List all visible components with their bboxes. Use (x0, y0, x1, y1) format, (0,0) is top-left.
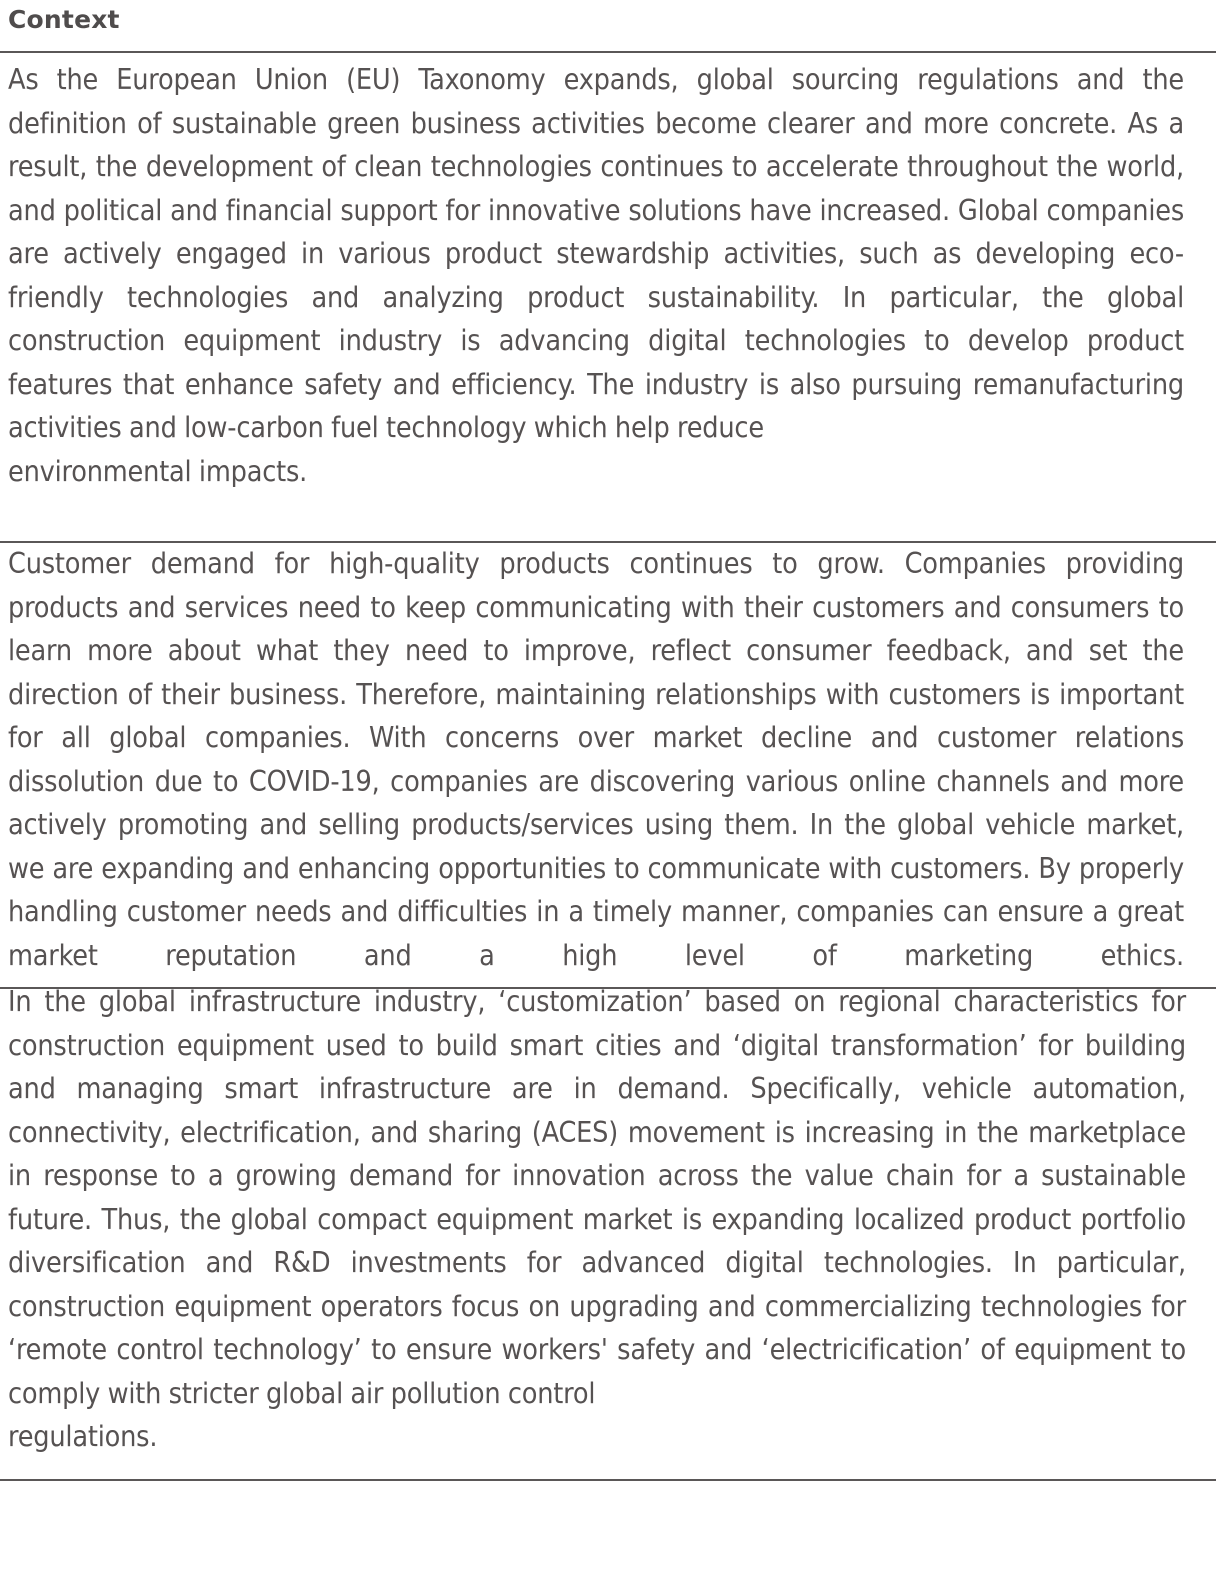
paragraph-body: Customer demand for high-quality products continues to grow. Companies providing products and services need to keep communicating with their customers and consumers to learn more about what they need to improve, reflect consumer feedback, and set the direction of their business. Therefore, maintaining relationships with customers is important for all global companies. With concerns over market decline and customer relations dissolution due to COVID-19, companies are discovering various online channels and more actively promoting and selling products/services using them. In the global vehicle market, we are expanding and enhancing opportunities to communicate with customers. By properly handling customer needs and difficulties in a timely manner, companies can ensure a great market reputation and a high level of marketing ethics. (8, 547, 1184, 972)
paragraph-last-line: environmental impacts. (8, 454, 308, 488)
paragraph-sustainability-regulation (8, 58, 1184, 537)
divider-above-section-1 (0, 51, 1216, 53)
paragraph-customer-relations (8, 542, 1184, 1021)
paragraph-last-line: regulations. (8, 1420, 158, 1453)
page-title: Context (8, 5, 120, 34)
footer-blank-area (0, 1481, 1216, 1593)
paragraph-infrastructure-digitalization (8, 980, 1186, 1502)
paragraph-body: In the global infrastructure industry, ‘customization’ based on regional characteristics for construction equipment used to build smart cities and ‘digital transformation’ for building and managing smart infrastructure are in demand. Specifically, vehicle automation, connectivity, electrification, and sharing (ACES) movement is increasing in the marketplace in response to a growing demand for innovation across the value chain for a sustainable future. Thus, the global compact equipment market is expanding localized product portfolio diversification and R&D investments for advanced digital technologies. In particular, construction equipment operators focus on upgrading and commercializing technologies for ‘remote control technology’ to ensure workers' safety and ‘electricification’ of equipment to comply with stricter global air pollution control (8, 985, 1186, 1410)
paragraph-body: As the European Union (EU) Taxonomy expands, global sourcing regulations and the definition of sustainable green business activities become clearer and more concrete. As a result, the development of clean technologies continues to accelerate throughout the world, and political and financial support for innovative solutions have increased. Global companies are actively engaged in various product stewardship activities, such as developing eco-friendly technologies and analyzing product sustainability. In particular, the global construction equipment industry is advancing digital technologies to develop product features that enhance safety and efficiency. The industry is also pursuing remanufacturing activities and low-carbon fuel technology which help reduce (8, 63, 1184, 444)
